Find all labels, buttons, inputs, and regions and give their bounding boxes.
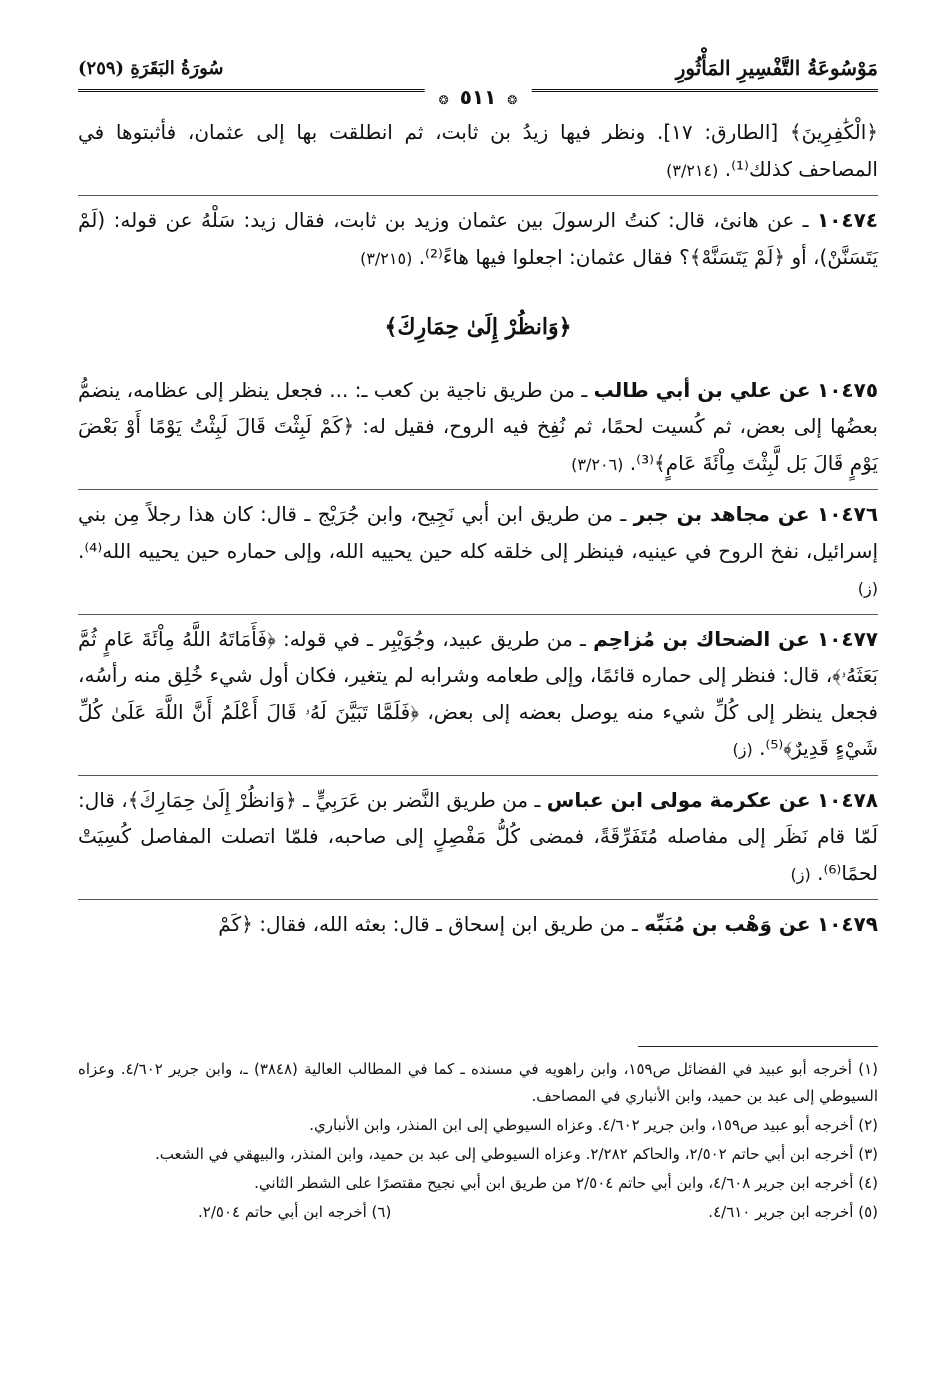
hadith-entry [78,202,878,277]
footnote: (٤) أخرجه ابن جرير ٤/٦٠٨، وابن أبي حاتم ٢/٥٠٤ من طريق ابن أبي نجيح مقتصرًا على الشطر الثاني. [254,1174,878,1192]
main-text [78,114,878,943]
hadith-entry [78,782,878,894]
footnote: (٦) أخرجه ابن أبي حاتم ٢/٥٠٤. [198,1203,392,1221]
intro-paragraph [78,114,878,189]
hadith-entry [78,906,878,943]
footnotes [78,1056,878,1228]
footnote-rule [638,1046,878,1047]
volume-reference: (ز) [732,740,753,759]
section-heading: ﴿وَانظُرْ إِلَىٰ حِمَارِكَ﴾ [384,314,572,340]
entry-divider [78,489,878,490]
book-title: مَوْسُوعَةُ التَّفْسِيرِ المَأْثُورِ [675,56,878,80]
footnote: (٥) أخرجه ابن جرير ٤/٦١٠. [708,1203,878,1221]
page-number-box [425,85,532,109]
volume-reference: (ز) [857,579,878,598]
page-header [78,52,878,114]
surah-label: سُورَةُ البَقَرَةِ (٢٥٩) [78,58,224,79]
entry-number: ١٠٤٧٥ [816,377,879,402]
entry-text: ـ من طريق عبيد، وجُوَيْبِر ـ في قوله: ﴿فَأَمَاتَهُ اللَّهُ مِاْئَةَ عَامٍ ثُمَّ بَعَثَهُۥ﴾، قال: فنظر إلى حماره قائمًا، وإلى طعامه وشرابه لم يتغير، فكان أول شيء خُلِق منه رأسُه، فجعل ينظر إلى كُلِّ شيء منه يوصل بعضه إلى بعض، ﴿فَلَمَّا تَبَيَّنَ لَهُۥ قَالَ أَعْلَمُ أَنَّ اللَّهَ عَلَىٰ كُلِّ شَيْءٍ قَدِيرٌ﴾⁽⁵⁾. [78,626,878,760]
entry-divider [78,899,878,900]
footnote: (٣) أخرجه ابن أبي حاتم ٢/٥٠٢، والحاكم ٢/٢٨٢. وعزاه السيوطي إلى عبد بن حميد، وابن المنذر، والبيهقي في الشعب. [155,1145,878,1163]
narrator-name: عن وَهْب بن مُنَبِّه [644,912,811,936]
entry-divider [78,195,878,196]
entry-number: ١٠٤٧٩ [816,912,878,936]
hadith-entry [78,621,878,769]
entry-number: ١٠٤٧٤ [816,208,878,232]
entry-text: ـ من طريق ابن إسحاق ـ قال: بعثه الله، فقال: ﴿كَمْ [218,912,638,936]
ornament-icon: ❂ [438,93,449,107]
entry-text: ﴿الْكَٰفِرِينَ﴾ [الطارق: ١٧]. ونظر فيها زيدُ بن ثابت، ثم انطلقت بها إلى عثمان، فأثبتوها في المصاحف كذلك⁽¹⁾. [78,120,878,181]
volume-reference: (٣/٢١٤) [666,160,719,180]
hadith-entry [78,372,878,484]
narrator-name: عن علي بن أبي طالب [593,377,811,402]
entry-divider [78,614,878,615]
entry-text: ـ عن هانئ، قال: كنتُ الرسولَ بين عثمان وزيد بن ثابت، فقال زيد: سَلْهُ عن قوله: (لَمْ يَتَسَنَّنْ)، أو ﴿لَمْ يَتَسَنَّهْ﴾؟ فقال عثمان: اجعلوا فيها هاءً⁽²⁾. [78,208,878,269]
ornament-icon: ❂ [507,93,518,107]
narrator-name: عن مجاهد بن جبر [633,502,810,526]
page-number: ٥١١ [459,85,497,109]
page [78,52,878,1342]
footnote: (٢) أخرجه أبو عبيد ص١٥٩، وابن جرير ٤/٦٠٢. وعزاه السيوطي إلى ابن المنذر، وابن الأنباري. [309,1116,878,1134]
hadith-entry [78,496,878,608]
entry-text: ـ من طريق النَّضر بن عَرَبِيٍّ ـ ﴿وَانظُرْ إِلَىٰ حِمَارِكَ﴾، قال: لَمّا قام نَظَر إلى مفاصله مُتَفَرِّقَةً، فمضى كُلُّ مَفْصِلٍ إلى صاحبه، فلمّا اتصلت المفاصل كُسِيَتْ لحمًا⁽⁶⁾. [78,787,878,885]
entry-number: ١٠٤٧٧ [816,626,878,651]
footnote-row [78,1199,878,1226]
volume-reference: (٣/٢١٥) [360,248,413,268]
narrator-name: عن عكرمة مولى ابن عباس [546,787,811,812]
entry-text: ـ من طريق ناجية بن كعب ـ: ... فجعل ينظر إلى عظامه، ينضمُّ بعضُها إلى بعض، ثم كُسيت لحمًا، ثم نُفِخ فيه الروح، فقيل له: ﴿كَمْ لَبِثْتَ قَالَ لَبِثْتُ يَوْمًا أَوْ بَعْضَ يَوْمٍ قَالَ بَل لَّبِثْتَ مِاْئَةَ عَامٍ﴾⁽³⁾. [78,377,878,475]
entry-number: ١٠٤٧٨ [816,787,878,812]
volume-reference: (٣/٢٠٦) [571,454,624,474]
footnote: (١) أخرجه أبو عبيد في الفضائل ص١٥٩، وابن راهويه في مسنده ـ كما في المطالب العالية (٣٨٤٨) ـ، وابن جرير ٤/٦٠٢. وعزاه السيوطي إلى عبد بن حميد، وابن الأنباري في المصاحف. [78,1060,878,1105]
entry-text: ـ من طريق ابن أبي نَجِيح، وابن جُرَيْج ـ قال: كان هذا رجلاً مِن بني إسرائيل، نفخ الروح في عينيه، فينظر إلى خلقه كله حين يحييه الله، وإلى حماره حين يحييه الله⁽⁴⁾. [78,502,878,563]
entry-divider [78,775,878,776]
entry-number: ١٠٤٧٦ [816,502,879,526]
volume-reference: (ز) [790,864,811,884]
narrator-name: عن الضحاك بن مُزاحِم [593,626,810,651]
